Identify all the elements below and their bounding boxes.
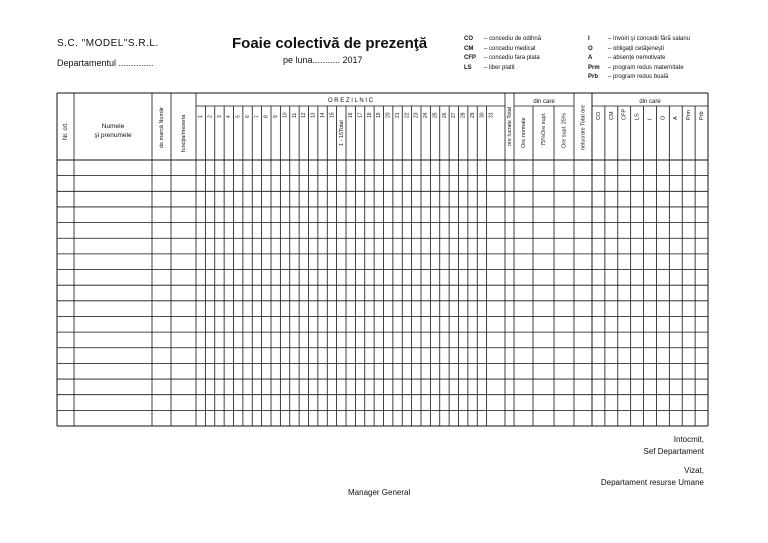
day-header: 11	[291, 112, 298, 118]
legend-desc: – concediu medical	[484, 45, 536, 52]
legend-desc: – concediu de odihnă	[484, 36, 542, 42]
day-header: 29	[469, 112, 476, 118]
hours-group-header: O R E Z I L N I C	[327, 98, 374, 104]
absence-code-header: A	[673, 116, 680, 120]
subtotal-header: 1 - 15Total	[338, 120, 345, 146]
day-header: 27	[451, 112, 458, 118]
legend-code: A	[588, 55, 593, 61]
absence-code-header: CFP	[621, 109, 628, 120]
month-field: pe luna........... 2017	[283, 55, 363, 65]
day-header: 8	[263, 115, 270, 118]
day-header: 25	[432, 112, 439, 118]
legend-code: O	[588, 45, 593, 52]
day-header: 16	[348, 112, 355, 118]
absence-code-header: LS	[634, 113, 641, 120]
nr-header: Nr. crt.	[63, 122, 70, 140]
day-header: 26	[441, 112, 448, 118]
day-header: 6	[244, 115, 251, 118]
day-header: 19	[376, 112, 383, 118]
total-unworked-header: nelucrate Total ore	[580, 104, 587, 150]
legend-desc: – învoiri şi concedii fără salariu	[608, 36, 691, 42]
legend-code: I	[588, 36, 590, 42]
legend-code: CO	[464, 36, 473, 42]
day-header: 31	[488, 112, 495, 118]
day-header: 5	[235, 115, 242, 118]
legend-desc: – concediu fara plata	[484, 55, 540, 61]
company-name: S.C. "MODEL"S.R.L.	[57, 38, 159, 49]
day-header: 20	[385, 112, 392, 118]
overtime-75-header: 75%Ore supl.	[540, 112, 547, 146]
day-header: 12	[301, 112, 308, 118]
name-header-line2: şi prenumele	[94, 132, 132, 139]
day-header: 28	[460, 112, 467, 118]
legend-code: Prm	[588, 64, 600, 71]
day-header: 22	[404, 112, 411, 118]
department-field: Departamentul ..............	[57, 58, 154, 68]
legend-code: Prb	[588, 74, 599, 80]
legend-desc: – program redus maternitate	[608, 64, 684, 71]
day-header: 9	[273, 115, 280, 118]
day-header: 30	[479, 112, 486, 118]
day-header: 7	[254, 115, 261, 118]
day-header: 18	[366, 112, 373, 118]
day-header: 4	[226, 115, 233, 118]
absence-code-header: Prm	[686, 109, 693, 120]
day-header: 10	[282, 112, 289, 118]
legend-code: CM	[464, 45, 474, 52]
day-header: 24	[423, 112, 430, 118]
absence-code-header: CO	[595, 111, 602, 120]
legend-desc: – obligaţii cetăţeneşti	[608, 45, 665, 52]
absence-code-header: O	[660, 115, 667, 120]
legend-desc: – absenţe nemotivate	[608, 55, 666, 61]
absence-code-header: Prb	[699, 111, 706, 120]
day-header: 2	[207, 115, 214, 118]
day-header: 13	[310, 112, 317, 118]
day-header: 14	[319, 112, 326, 118]
absence-of-which-header: din care	[639, 99, 661, 105]
function-header: funcţia/meseria	[180, 114, 187, 152]
absence-code-header: CM	[608, 111, 615, 120]
legend-desc: – liber platit	[484, 64, 515, 71]
day-header: 3	[216, 115, 223, 118]
mark-header: de marcă Număr	[158, 107, 165, 148]
day-header: 15	[329, 112, 336, 118]
legend-code: CFP	[464, 55, 476, 61]
of-which-header: din care	[533, 99, 555, 105]
approved-by-label: Vizat,	[684, 466, 704, 475]
day-header: 23	[413, 112, 420, 118]
day-header: 1	[198, 115, 205, 118]
prepared-by-label: Intocmit,	[673, 435, 704, 444]
day-header: 17	[357, 112, 364, 118]
general-manager-label: Manager General	[348, 488, 411, 497]
department-head-label: Sef Departament	[643, 447, 704, 456]
legend-desc: – program redus boală	[608, 74, 669, 80]
day-header: 21	[394, 112, 401, 118]
hr-department-label: Departament resurse Umane	[600, 478, 704, 487]
name-header-line1: Numele	[101, 123, 125, 130]
normal-hours-header: Ore normale	[520, 117, 527, 148]
overtime-25-header: Ore supl. 25%	[561, 113, 568, 148]
page-title: Foaie colectivă de prezenţă	[232, 35, 428, 52]
absence-code-header: I	[647, 118, 654, 120]
legend-code: LS	[464, 64, 472, 71]
total-worked-header: ore lucrate Total	[506, 106, 513, 146]
